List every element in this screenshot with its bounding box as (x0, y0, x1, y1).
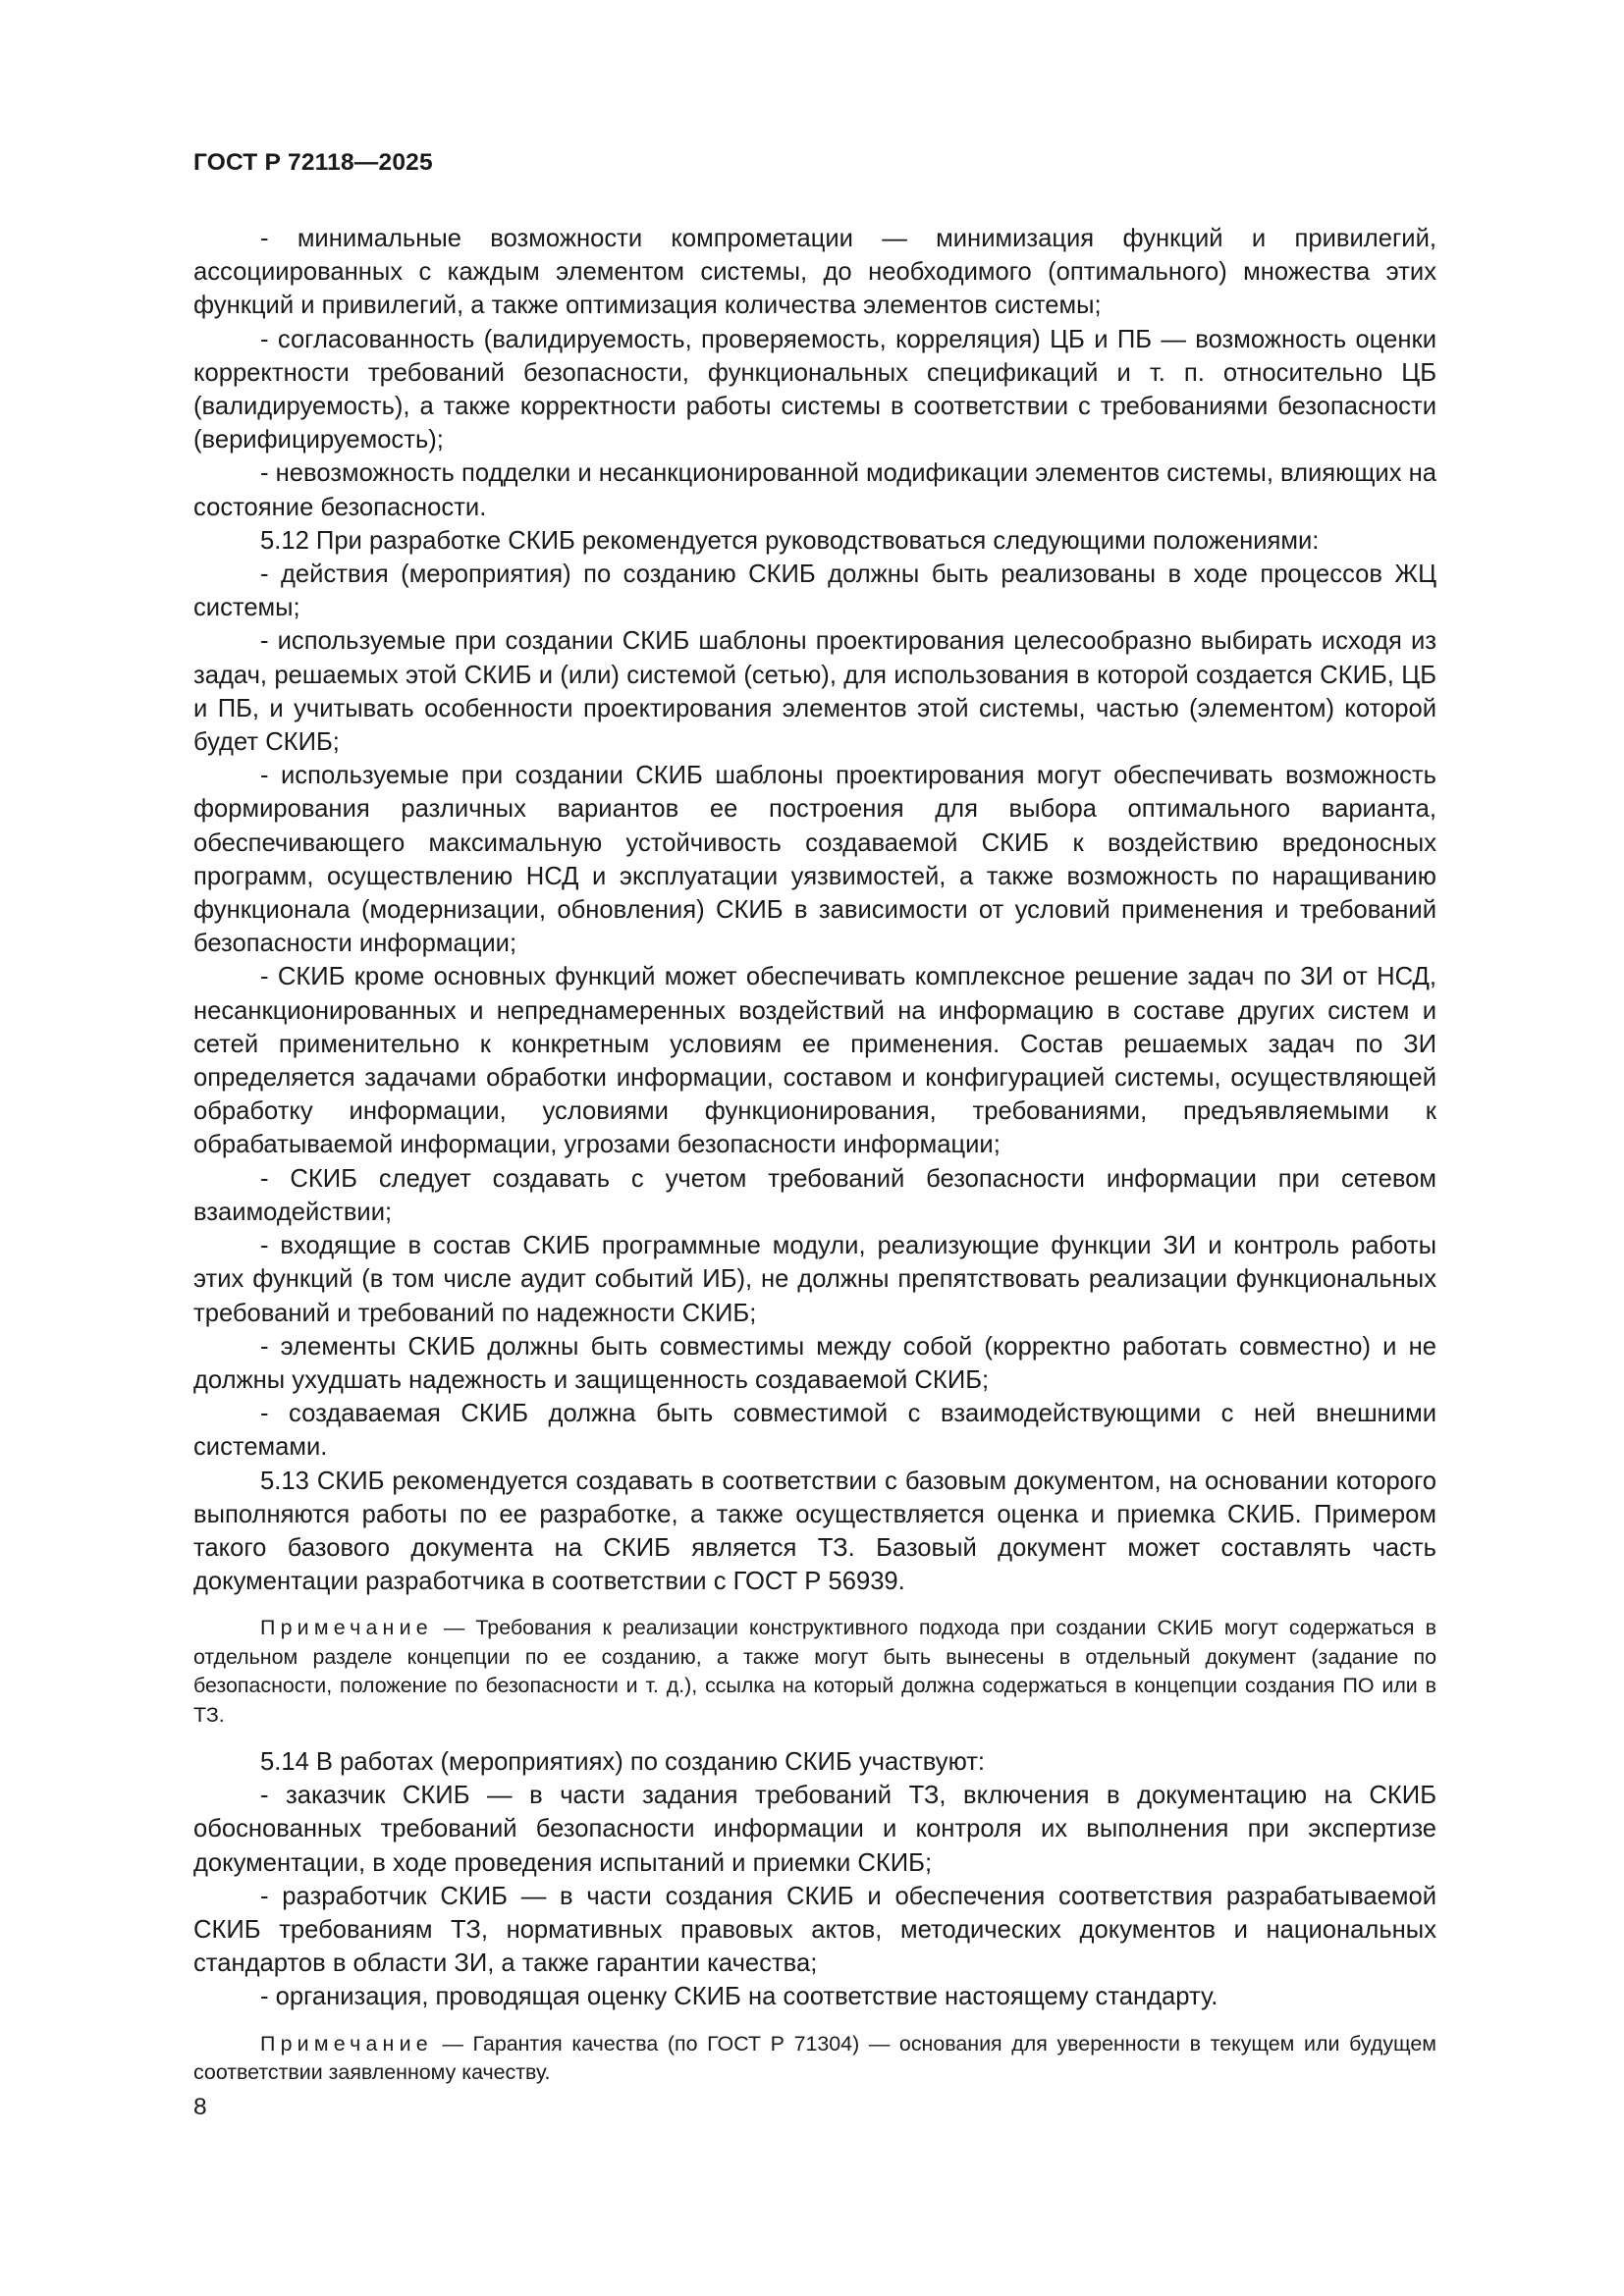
paragraph: - невозможность подделки и несанкционированной модификации элементов системы, влияющих на состояние безопасности. (193, 459, 1436, 521)
paragraph: - согласованность (валидируемость, проверяемость, корреляция) ЦБ и ПБ — возможность оценки корректности требований безопасности, функциональных спецификаций и т. п. относительно ЦБ (валидируемость), а также корректности работы системы в соответствии с требованиями безопасности (верифицируемость); (193, 325, 1436, 454)
paragraph: - используемые при создании СКИБ шаблоны проектирования могут обеспечивать возможность формирования различных вариантов ее построения для выбора оптимального варианта, обеспечивающего максимальную устойчивость создаваемой СКИБ к воздействию вредоносных программ, осуществлению НСД и эксплуатации уязвимостей, а также возможность по наращиванию функционала (модернизации, обновления) СКИБ в зависимости от условий применения и требований безопасности информации; (193, 762, 1436, 958)
paragraph: 5.14 В работах (мероприятиях) по созданию СКИБ участвуют: (260, 1747, 986, 1776)
document-header: ГОСТ Р 72118—2025 (193, 149, 433, 176)
paragraph: - минимальные возможности компрометации — минимизация функций и привилегий, ассоциированных с каждым элементом системы, до необходимого (оптимального) множества этих функций и привилегий, а также оптимизация количества элементов системы; (193, 225, 1436, 320)
paragraph: - организация, проводящая оценку СКИБ на соответствие настоящему стандарту. (260, 1983, 1218, 2011)
note-block (193, 2030, 1436, 2088)
paragraph: - используемые при создании СКИБ шаблоны проектирования целесообразно выбирать исходя из задач, решаемых этой СКИБ и (или) системой (сетью), для использования в которой создается СКИБ, ЦБ и ПБ, и учитывать особенности проектирования элементов этой системы, частью (элементом) которой будет СКИБ; (193, 627, 1436, 757)
paragraph: - СКИБ кроме основных функций может обеспечивать комплексное решение задач по ЗИ от НСД, несанкционированных и непреднамеренных воздействий на информацию в составе других систем и сетей применительно к конкретным условиям ее применения. Состав решаемых задач по ЗИ определяется задачами обработки информации, составом и конфигурацией системы, осуществляющей обработку информации, условиями функционирования, требованиями, предъявляемыми к обрабатываемой информации, угрозами безопасности информации; (193, 963, 1436, 1159)
paragraph: 5.13 СКИБ рекомендуется создавать в соответствии с базовым документом, на основании которого выполняются работы по ее разработке, а также осуществляется оценка и приемка СКИБ. Примером такого базового документа на СКИБ является ТЗ. Базовый документ может составлять часть документации разработчика в соответствии с ГОСТ Р 56939. (193, 1467, 1436, 1596)
paragraph: - создаваемая СКИБ должна быть совместимой с взаимодействующими с ней внешними системами. (193, 1400, 1436, 1462)
note-block (193, 1614, 1436, 1730)
paragraph: - элементы СКИБ должны быть совместимы между собой (корректно работать совместно) и не должны ухудшать надежность и защищенность создаваемой СКИБ; (193, 1332, 1436, 1394)
paragraph: - действия (мероприятия) по созданию СКИБ должны быть реализованы в ходе процессов ЖЦ системы; (193, 561, 1436, 622)
note-text: — Требования к реализации конструктивного подхода при создании СКИБ могут содержаться в отдельном разделе концепции по ее созданию, а также могут быть вынесены в отдельный документ (задание по безопасности, положение по безопасности и т. д.), ссылка на который должна содержаться в концепции создания ПО или в ТЗ. (193, 1616, 1436, 1727)
paragraph: - входящие в состав СКИБ программные модули, реализующие функции ЗИ и контроль работы этих функций (в том числе аудит событий ИБ), не должны препятствовать реализации функциональных требований и требований по надежности СКИБ; (193, 1232, 1436, 1327)
note-label: Примечание (260, 1616, 433, 1640)
document-body (193, 222, 1436, 2087)
paragraph: 5.12 При разработке СКИБ рекомендуется руководствоваться следующими положениями: (260, 526, 1320, 555)
page-number: 8 (193, 2094, 207, 2120)
paragraph: - заказчик СКИБ — в части задания требований ТЗ, включения в документацию на СКИБ обоснованных требований безопасности информации и контроля их выполнения при экспертизе документации, в ходе проведения испытаний и приемки СКИБ; (193, 1782, 1436, 1877)
note-text: — Гарантия качества (по ГОСТ Р 71304) — основания для уверенности в текущем или будущем соответствии заявленному качеству. (193, 2031, 1436, 2084)
paragraph: - разработчик СКИБ — в части создания СКИБ и обеспечения соответствия разрабатываемой СКИБ требованиям ТЗ, нормативных правовых актов, методических документов и национальных стандартов в области ЗИ, а также гарантии качества; (193, 1882, 1436, 1978)
paragraph: - СКИБ следует создавать с учетом требований безопасности информации при сетевом взаимодействии; (193, 1164, 1436, 1226)
note-label: Примечание (260, 2031, 433, 2056)
